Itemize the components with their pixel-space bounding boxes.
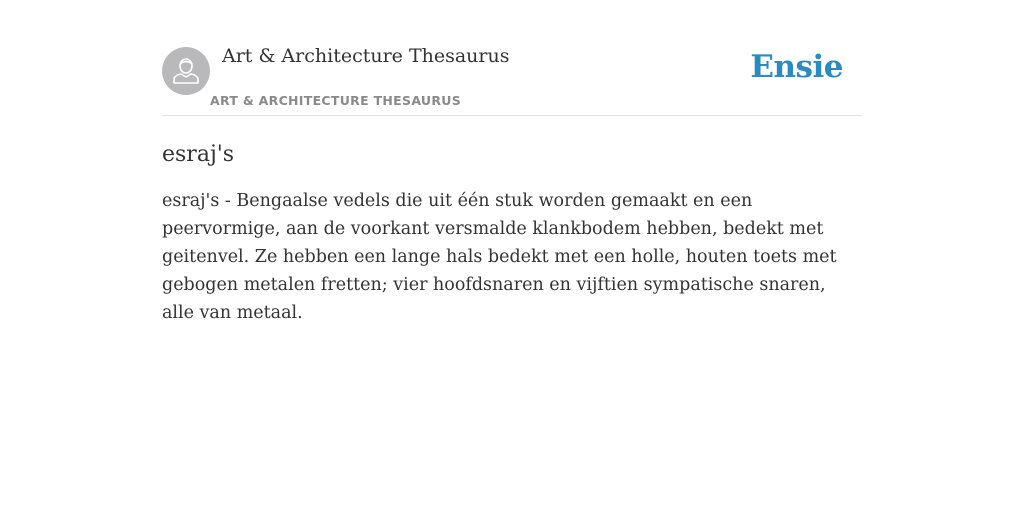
user-icon: [162, 47, 210, 95]
term-title: esraj's: [162, 142, 235, 167]
source-subtitle: ART & ARCHITECTURE THESAURUS: [210, 93, 462, 108]
avatar[interactable]: [162, 47, 210, 95]
source-header: [162, 47, 862, 116]
definition-text: esraj's - Bengaalse vedels die uit één stuk worden gemaakt en een peervormige, aan de voorkant versmalde klankbodem hebben, bedekt met geitenvel. Ze hebben een lange hals bedekt met een holle, houten toets met gebogen metalen fretten; vier hoofdsnaren en vijftien sympatische snaren, alle van metaal.: [162, 191, 837, 323]
brand-logo[interactable]: Ensie: [750, 49, 843, 85]
page: [162, 0, 862, 327]
source-title[interactable]: Art & Architecture Thesaurus: [222, 45, 510, 67]
